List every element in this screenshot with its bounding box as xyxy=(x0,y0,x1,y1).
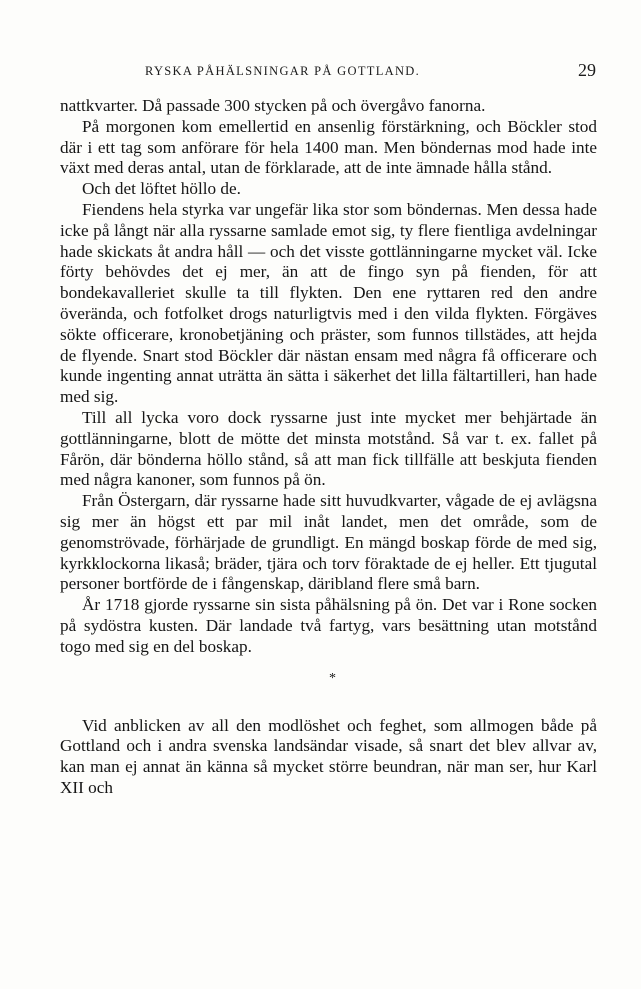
paragraph: nattkvarter. Då passade 300 stycken på och övergåvo fanorna. xyxy=(60,96,486,115)
body-text xyxy=(60,96,597,799)
running-title: RYSKA PÅHÄLSNINGAR PÅ GOTTLAND. xyxy=(145,64,421,78)
closing-paragraph: Vid anblicken av all den modlöshet och feghet, som allmogen både på Gottland och i andra svenska landsändar visade, så snart det blev allvar av, kan man ej annat än känna så mycket större beundran, när man ser, hur Karl XII och xyxy=(60,715,597,797)
paragraph: Till all lycka voro dock ryssarne just inte mycket mer behjärtade än gottlänningarne, blott de mötte det minsta motstånd. Så var t. ex. fallet på Fårön, där bönderna höllo stånd, så att man fick tillfälle att beskjuta fienden med några kanoner, som funnos på ön. xyxy=(60,407,597,490)
paragraph: Från Östergarn, där ryssarne hade sitt huvudkvarter, vågade de ej avlägsna sig mer än högst ett par mil inåt landet, men det område, som de genomströvade, förhärjade de grundligt. En mängd boskap förde de med sig, kyrkklockorna likaså; bräder, tjära och torv föraktade de ej heller. Ett tjugutal personer bortförde de i fångenskap, däribland flere små barn. xyxy=(60,491,597,594)
paragraph: Och det löftet höllo de. xyxy=(82,179,241,199)
running-head xyxy=(60,62,600,84)
paragraph: Fiendens hela styrka var ungefär lika stor som böndernas. Men dessa hade icke på långt när alla ryssarne samlade emot sig, ty flere fientliga avdelningar hade skickats åt andra håll — och det visste gottlänningarne mycket väl. Icke förty behövdes det ej mer, än att de fingo syn på fienden, för att bondekavalleriet skulle ta till flykten. Den ene ryttaren red den andre överända, och fotfolket drogs naturligtvis med i den vilda flykten. Förgäves sökte officerare, kronobetjäning och präster, som funnos tillstädes, att hejda de flyende. Snart stod Böckler där nästan ensam med några få officerare och kunde ingenting annat uträtta än sätta i säkerhet det lilla fältartilleri, han hade med sig. xyxy=(60,199,597,407)
section-separator: * xyxy=(329,670,336,686)
page-number: 29 xyxy=(578,60,596,80)
paragraph: På morgonen kom emellertid en ansenlig förstärkning, och Böckler stod där i ett tag som anförare för hela 1400 man. Men böndernas mod hade inte växt med deras antal, utan de förklarade, att de inte ämnade hålla stånd. xyxy=(60,116,597,178)
paragraph: År 1718 gjorde ryssarne sin sista påhälsning på ön. Det var i Rone socken på sydöstra kusten. Där landade två fartyg, vars besättning utan motstånd togo med sig en del boskap. xyxy=(60,595,597,656)
